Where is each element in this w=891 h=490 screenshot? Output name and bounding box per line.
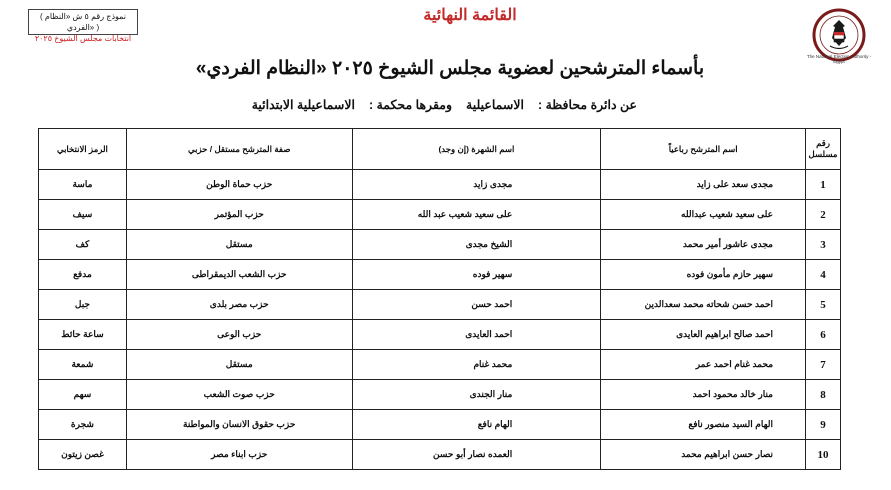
cell-serial: 3 xyxy=(806,230,841,260)
cell-affiliation: حزب صوت الشعب xyxy=(126,380,352,410)
cell-affiliation: حزب المؤتمر xyxy=(126,200,352,230)
cell-affiliation: حزب الوعى xyxy=(126,320,352,350)
cell-name: احمد حسن شحاته محمد سعدالدين xyxy=(601,290,806,320)
district-court-label: ومقرها محكمة : xyxy=(368,98,453,112)
candidates-table xyxy=(38,128,841,470)
cell-name: مجدى عاشور أمير محمد xyxy=(601,230,806,260)
cell-serial: 4 xyxy=(806,260,841,290)
cell-serial: 10 xyxy=(806,440,841,470)
cell-name: مجدى سعد على زايد xyxy=(601,170,806,200)
cell-name: منار خالد محمود احمد xyxy=(601,380,806,410)
table-row xyxy=(39,200,841,230)
form-number-box xyxy=(28,9,138,43)
cell-symbol: جبل xyxy=(39,290,127,320)
cell-nickname: الشيخ مجدى xyxy=(352,230,601,260)
table-row xyxy=(39,290,841,320)
cell-name: سهير حازم مأمون فوده xyxy=(601,260,806,290)
cell-nickname: احمد حسن xyxy=(352,290,601,320)
cell-serial: 2 xyxy=(806,200,841,230)
table-row xyxy=(39,380,841,410)
cell-nickname: العمده نصار أبو حسن xyxy=(352,440,601,470)
cell-affiliation: حزب ابناء مصر xyxy=(126,440,352,470)
cell-symbol: سيف xyxy=(39,200,127,230)
cell-symbol: مدفع xyxy=(39,260,127,290)
cell-affiliation: حزب حقوق الانسان والمواطنة xyxy=(126,410,352,440)
cell-affiliation: مستقل xyxy=(126,350,352,380)
form-label: ( نموذج رقم ٥ ش «النظام الفردي» ) xyxy=(39,12,127,32)
header-nickname: اسم الشهرة (إن وجد) xyxy=(352,129,601,170)
cell-name: احمد صالح ابراهيم العايدى xyxy=(601,320,806,350)
district-court: الاسماعيلية الابتدائية xyxy=(251,98,355,112)
cell-name: الهام السيد منصور نافع xyxy=(601,410,806,440)
cell-name: نصار حسن ابراهيم محمد xyxy=(601,440,806,470)
logo-caption: The National Election Authority - Egypt xyxy=(806,54,872,64)
cell-serial: 9 xyxy=(806,410,841,440)
table-row xyxy=(39,260,841,290)
cell-nickname: سهير فوده xyxy=(352,260,601,290)
cell-symbol: ماسة xyxy=(39,170,127,200)
table-row xyxy=(39,230,841,260)
cell-nickname: محمد غنام xyxy=(352,350,601,380)
cell-serial: 5 xyxy=(806,290,841,320)
table-row xyxy=(39,440,841,470)
cell-affiliation: حزب مصر بلدى xyxy=(126,290,352,320)
table-row xyxy=(39,320,841,350)
cell-serial: 1 xyxy=(806,170,841,200)
cell-symbol: غصن زيتون xyxy=(39,440,127,470)
cell-symbol: شجرة xyxy=(39,410,127,440)
header-affiliation: صفة المترشح مستقل / حزبي xyxy=(126,129,352,170)
cell-symbol: ساعة حائط xyxy=(39,320,127,350)
cell-name: على سعيد شعيب عبدالله xyxy=(601,200,806,230)
cell-symbol: شمعة xyxy=(39,350,127,380)
cell-nickname: الهام نافع xyxy=(352,410,601,440)
district-line xyxy=(252,97,637,112)
cell-affiliation: حزب حماة الوطن xyxy=(126,170,352,200)
district-label: عن دائرة محافظة : xyxy=(537,98,637,112)
table-row xyxy=(39,410,841,440)
cell-symbol: كف xyxy=(39,230,127,260)
cell-affiliation: حزب الشعب الديمقراطى xyxy=(126,260,352,290)
final-list-title: القائمة النهائية xyxy=(423,7,517,24)
cell-symbol: سهم xyxy=(39,380,127,410)
header-name: اسم المترشح رباعياً xyxy=(601,129,806,170)
cell-nickname: على سعيد شعيب عبد الله xyxy=(352,200,601,230)
header-symbol: الرمز الانتخابي xyxy=(39,129,127,170)
election-label: انتخابات مجلس الشيوخ ٢٠٢٥ xyxy=(34,34,132,43)
district-governorate: الاسماعيلية xyxy=(466,98,524,112)
header-serial: رقم مسلسل xyxy=(806,129,841,170)
cell-nickname: مجدى زايد xyxy=(352,170,601,200)
cell-affiliation: مستقل xyxy=(126,230,352,260)
cell-serial: 8 xyxy=(806,380,841,410)
cell-serial: 7 xyxy=(806,350,841,380)
cell-serial: 6 xyxy=(806,320,841,350)
table-header-row xyxy=(39,129,841,170)
cell-name: محمد غنام احمد عمر xyxy=(601,350,806,380)
page-title: بأسماء المترشحين لعضوية مجلس الشيوخ ٢٠٢٥ «النظام الفردي» xyxy=(195,58,705,79)
table-row xyxy=(39,170,841,200)
cell-nickname: منار الجندى xyxy=(352,380,601,410)
cell-nickname: احمد العايدى xyxy=(352,320,601,350)
table-row xyxy=(39,350,841,380)
